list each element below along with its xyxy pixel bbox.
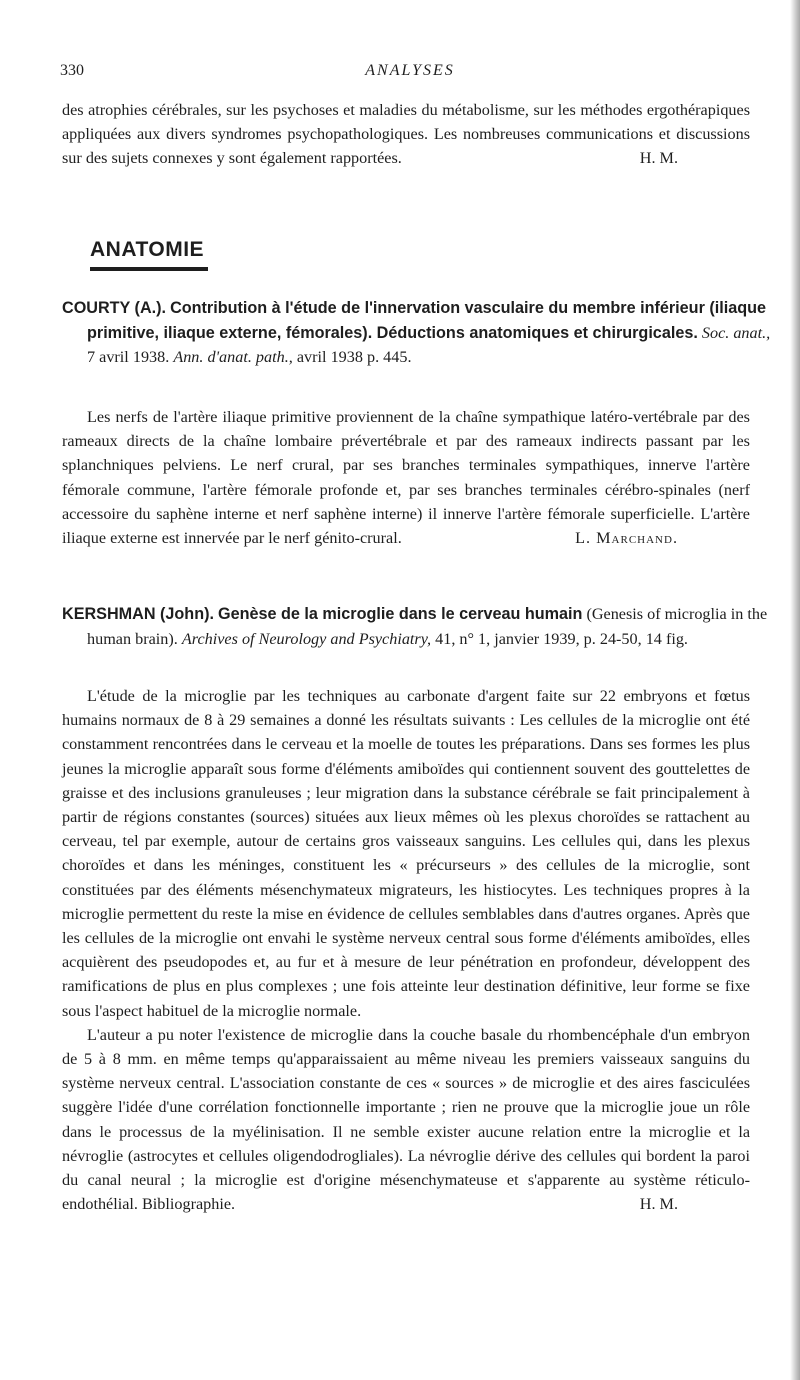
scan-shadow-edge: [790, 0, 800, 1380]
entry-source: Soc. anat.,: [701, 323, 771, 342]
entry-title-translation: (Genesis of microglia in the human brain).: [87, 605, 768, 648]
entry-date-secondary: avril 1938 p. 445.: [296, 348, 412, 366]
section-heading: [90, 238, 208, 271]
section-heading-rule: [90, 267, 208, 271]
entry-date: 7 avril 1938.: [87, 348, 170, 366]
entry-title: Genèse de la microglie dans le cerveau humain: [218, 605, 583, 623]
review-entry-body: [62, 684, 750, 1216]
entry-paragraph-text: L'auteur a pu noter l'existence de microglie dans la couche basale du rhombencéphale d'un embryon de 5 à 8 mm. en même temps qu'apparaissaient au même niveau les premiers vaisseaux sanguins du système nerveux central. L'association constante de ces « sources » de microglie et des aires fasciculées suggère l'idée d'une corrélation fonctionnelle importante ; rien ne prouve que la microglie joue un rôle dans le processus de la myélinisation. Il ne semble exister aucune relation entre la microglie et la névroglie (astrocytes et cellules oligendodrogliales). La névroglie dérive des cellules qui bordent la paroi du canal neural ; la microglie est d'origine mésenchymateuse et s'apparente au système réticulo-endothélial. Bibliographie.: [62, 1025, 750, 1214]
entry-author: COURTY (A.).: [62, 299, 167, 317]
page-number: 330: [60, 62, 84, 79]
previous-review-text: des atrophies cérébrales, sur les psychoses et maladies du métabolisme, sur les méthodes ergothérapiques appliquées aux divers syndromes psychopathologiques. Les nombreuses communications et discussions sur des sujets connexes y sont également rapportées.: [62, 101, 750, 168]
entry-source-details: 41, n° 1, janvier 1939, p. 24-50, 14 fig.: [435, 629, 688, 648]
entry-paragraph-text: L'étude de la microglie par les techniques au carbonate d'argent faite sur 22 embryons et fœtus humains normaux de 8 à 29 semaines a donné les résultats suivants : Les cellules de la microglie ont été constamment rencontrées dans le cerveau et la moelle de toutes les préparations. Dans ses formes les plus jeunes la microglie apparaît sous forme d'éléments amiboïdes qui contiennent souvent des gouttelettes de graisse et des inclusions granuleuses ; leur migration dans la substance cérébrale se fait principalement à partir de régions constantes (sources) situées aux lieux mêmes où les plexus choroïdes se rattachent au cerveau, tel par exemple, autour de certains gros vaisseaux sanguins. Les cellules qui, dans les plexus choroïdes et dans les méninges, constituent les « précurseurs » des cellules de la microglie, sont constituées par des éléments mésenchymateux migrateurs, les histiocytes. Les techniques propres à la microglie permettent du reste la mise en évidence de cellules semblables dans d'autres organes. Après que les cellules de la microglie ont envahi le système nerveux central sous forme d'éléments amiboïdes, elles acquièrent des pseudopodes et, au fur et à mesure de leur pénétration en profondeur, développent des ramifications de plus en plus complexes ; une fois atteinte leur destination définitive, leur forme se fixe sous l'aspect habituel de la microglie normale.: [62, 687, 750, 1020]
running-header: [60, 62, 760, 86]
entry-source: Archives of Neurology and Psychiatry,: [181, 629, 432, 648]
previous-review-tail: [62, 98, 750, 171]
entry-paragraph: [62, 1023, 750, 1217]
entry-source-secondary: Ann. d'anat. path.,: [173, 348, 293, 366]
previous-review-signature: H. M.: [639, 149, 678, 168]
section-heading-text: ANATOMIE: [90, 238, 205, 261]
review-entry-citation: [62, 296, 775, 370]
entry-paragraph: [62, 684, 750, 1023]
entry-signature: L. Marchand.: [575, 529, 678, 548]
entry-body-text: Les nerfs de l'artère iliaque primitive proviennent de la chaîne sympathique latéro-vertébrale par des rameaux directs de la chaîne lombaire prévertébrale et par des rameaux indirects passant par les splanchniques pelviens. Le nerf crural, par ses branches terminales sympathiques, innerve l'artère fémorale commune, l'artère fémorale profonde et, par ses branches terminales cérébro-spinales (nerf accessoire du saphène interne et nerf saphène interne) il innerve l'artère fémorale superficielle. L'artère iliaque externe est innervée par le nerf génito-crural.: [62, 408, 750, 548]
running-title: ANALYSES: [365, 62, 455, 79]
entry-signature: H. M.: [639, 1195, 678, 1214]
review-entry-citation: [62, 602, 775, 651]
entry-author: KERSHMAN (John).: [62, 605, 214, 623]
entry-title: Contribution à l'étude de l'innervation vasculaire du membre inférieur (iliaque primitive, iliaque externe, fémorales). Déductions anatomiques et chirurgicales.: [87, 299, 767, 342]
review-entry-body: [62, 405, 750, 550]
